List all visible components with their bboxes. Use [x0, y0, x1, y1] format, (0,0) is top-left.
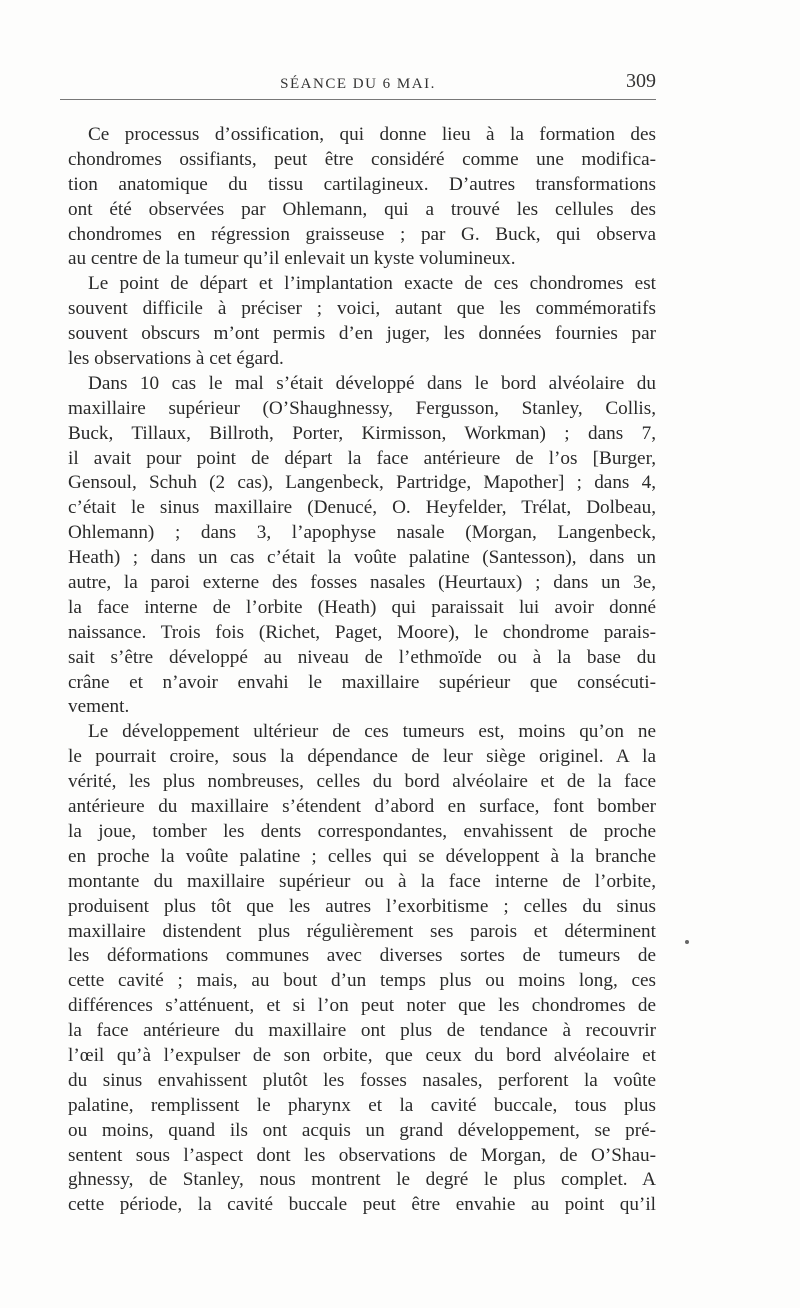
- text-line: en proche la voûte palatine ; celles qui se développent à la branche: [68, 845, 656, 867]
- text-line: Buck, Tillaux, Billroth, Porter, Kirmisson, Workman) ; dans 7,: [68, 422, 656, 444]
- text-line: Heath) ; dans un cas c’était la voûte palatine (Santesson), dans un: [68, 547, 656, 569]
- text-line: la face antérieure du maxillaire ont plus de tendance à recouvrir: [68, 1020, 656, 1042]
- text-line: la joue, tomber les dents correspondantes, envahissent de proche: [68, 820, 656, 842]
- text-line: tion anatomique du tissu cartilagineux. D’autres transformations: [68, 173, 656, 195]
- text-line: du sinus envahissent plutôt les fosses nasales, perforent la voûte: [68, 1069, 656, 1091]
- text-line: naissance. Trois fois (Richet, Paget, Moore), le chondrome parais-: [68, 621, 656, 643]
- text-line: les observations à cet égard.: [68, 348, 284, 370]
- text-line: souvent difficile à préciser ; voici, autant que les commémoratifs: [68, 298, 656, 320]
- text-line: cette cavité ; mais, au bout d’un temps plus ou moins long, ces: [68, 970, 656, 992]
- text-line: chondromes en régression graisseuse ; par G. Buck, qui observa: [68, 223, 656, 245]
- text-line: sait s’être développé au niveau de l’ethmoïde ou à la base du: [68, 646, 656, 668]
- text-line: maxillaire supérieur (O’Shaughnessy, Fergusson, Stanley, Collis,: [68, 397, 656, 419]
- text-line: Ohlemann) ; dans 3, l’apophyse nasale (Morgan, Langenbeck,: [68, 522, 656, 544]
- body-text: [68, 123, 656, 1218]
- text-line: crâne et n’avoir envahi le maxillaire supérieur que consécuti-: [68, 671, 656, 693]
- text-line: Ce processus d’ossification, qui donne lieu à la formation des: [88, 124, 656, 145]
- page-number: 309: [626, 70, 656, 92]
- header-rule: [60, 99, 656, 100]
- text-line: palatine, remplissent le pharynx et la cavité buccale, tous plus: [68, 1094, 656, 1116]
- text-line: maxillaire distendent plus régulièrement ses parois et déterminent: [68, 920, 656, 942]
- text-line: les déformations communes avec diverses sortes de tumeurs de: [68, 945, 656, 967]
- text-line: vérité, les plus nombreuses, celles du bord alvéolaire et de la face: [68, 771, 656, 793]
- text-line: l’œil qu’à l’expulser de son orbite, que ceux du bord alvéolaire et: [68, 1044, 656, 1066]
- text-line: produisent plus tôt que les autres l’exorbitisme ; celles du sinus: [68, 895, 656, 917]
- text-line: vement.: [68, 696, 130, 718]
- page-header: [60, 70, 656, 96]
- text-line: la face interne de l’orbite (Heath) qui paraissait lui avoir donné: [68, 596, 656, 618]
- text-line: ont été observées par Ohlemann, qui a trouvé les cellules des: [68, 198, 656, 220]
- text-line: le pourrait croire, sous la dépendance de leur siège originel. A la: [68, 746, 656, 768]
- text-line: Gensoul, Schuh (2 cas), Langenbeck, Partridge, Mapother] ; dans 4,: [68, 472, 656, 494]
- running-head: SÉANCE DU 6 MAI.: [280, 76, 436, 92]
- text-line: antérieure du maxillaire s’étendent d’abord en surface, font bomber: [68, 796, 656, 818]
- text-line: Le développement ultérieur de ces tumeurs est, moins qu’on ne: [88, 721, 656, 743]
- text-line: autre, la paroi externe des fosses nasales (Heurtaux) ; dans un 3e,: [68, 572, 656, 594]
- text-line: montante du maxillaire supérieur ou à la face interne de l’orbite,: [68, 870, 656, 892]
- text-line: Le point de départ et l’implantation exacte de ces chondromes est: [88, 273, 656, 295]
- text-line: ou moins, quand ils ont acquis un grand développement, se pré-: [68, 1119, 656, 1141]
- text-line: souvent obscurs m’ont permis d’en juger, les données fournies par: [68, 323, 656, 345]
- text-line: différences s’atténuent, et si l’on peut noter que les chondromes de: [68, 995, 656, 1017]
- text-line: au centre de la tumeur qu’il enlevait un kyste volumineux.: [68, 248, 516, 270]
- text-line: ghnessy, de Stanley, nous montrent le degré le plus complet. A: [68, 1169, 656, 1191]
- text-line: sentent sous l’aspect dont les observations de Morgan, de O’Shau-: [68, 1144, 656, 1166]
- text-line: il avait pour point de départ la face antérieure de l’os [Burger,: [68, 447, 656, 469]
- text-line: c’était le sinus maxillaire (Denucé, O. Heyfelder, Trélat, Dolbeau,: [68, 497, 656, 519]
- text-line: Dans 10 cas le mal s’était développé dans le bord alvéolaire du: [88, 372, 656, 394]
- text-line: cette période, la cavité buccale peut être envahie au point qu’il: [68, 1194, 656, 1216]
- text-line: chondromes ossifiants, peut être considéré comme une modifica-: [68, 148, 656, 170]
- ink-speck: [685, 940, 689, 944]
